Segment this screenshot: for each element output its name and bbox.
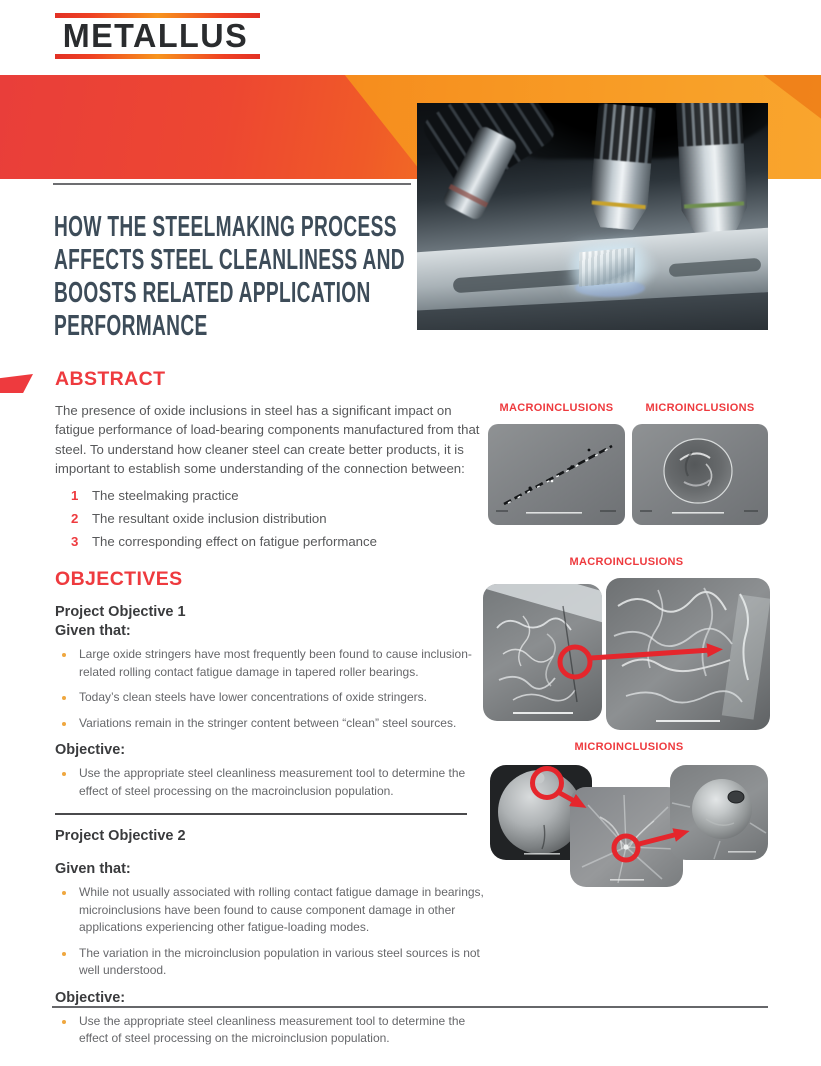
project-objective-1-title: Project Objective 1 — [55, 604, 186, 621]
item-number: 3 — [71, 534, 79, 550]
item-text: The steelmaking practice — [92, 488, 239, 504]
title-line-1: HOW THE STEELMAKING PROCESS — [54, 211, 397, 244]
bullet-item: Use the appropriate steel cleanliness measurement tool to determine the effect of steel processing on the microinclusion population. — [55, 1013, 491, 1048]
bullet-item: While not usually associated with rolling contact fatigue damage in bearings, microinclusions have been found to cause component damage in other applications experiencing other fatigue-loading modes. — [55, 884, 491, 937]
metallus-logo — [55, 13, 260, 59]
microinclusions-label: MICROINCLUSIONS — [645, 402, 755, 414]
bullet-item: Variations remain in the stringer content between “clean” steel sources. — [55, 715, 491, 733]
objectives-heading: OBJECTIVES — [55, 568, 183, 591]
item-text: The corresponding effect on fatigue performance — [92, 534, 377, 550]
text-column — [55, 367, 491, 1056]
numbered-item — [71, 487, 491, 504]
item-text: The resultant oxide inclusion distribution — [92, 511, 327, 527]
macroinclusions-label: MACROINCLUSIONS — [499, 402, 614, 414]
given-list-1 — [55, 646, 491, 732]
fracture-texture-detail — [606, 578, 770, 730]
logo-bar-bottom — [55, 54, 260, 59]
spherical-inclusion-graphic — [670, 765, 768, 860]
objective-label-1: Objective: — [55, 742, 126, 759]
logo-wordmark: METALLUS — [62, 17, 249, 54]
sem-image-fatigue-surface — [570, 787, 683, 887]
given-list-2 — [55, 884, 491, 980]
item-number: 1 — [71, 488, 79, 504]
bullet-item: Today’s clean steels have lower concentrations of oxide stringers. — [55, 689, 491, 707]
footer-rule — [52, 1006, 768, 1008]
sem-image-spherical-inclusion — [670, 765, 768, 860]
title-line-2: AFFECTS STEEL CLEANLINESS AND — [54, 244, 405, 277]
sem-image-fracture-overview — [483, 584, 602, 721]
abstract-paragraph: The presence of oxide inclusions in steel has a significant impact on fatigue performance of load-bearing components manufactured from that steel. To understand how cleaner steel can create better products, it is important to establish some understanding of the connection between: — [55, 403, 480, 476]
project-objective-2-title: Project Objective 2 — [55, 828, 186, 845]
objective-list-1 — [55, 765, 491, 800]
abstract-heading: ABSTRACT — [55, 368, 166, 390]
page-title — [54, 211, 476, 343]
figure-group-inclusions-sem — [488, 402, 770, 526]
numbered-item — [71, 510, 491, 527]
microinclusions-label-2: MICROINCLUSIONS — [574, 741, 684, 753]
bullet-item: Use the appropriate steel cleanliness measurement tool to determine the effect of steel processing on the macroinclusion population. — [55, 765, 491, 800]
abstract-numbered-list — [55, 487, 491, 550]
radial-crack-texture — [570, 787, 683, 887]
item-number: 2 — [71, 511, 79, 527]
bullet-item: The variation in the microinclusion population in various steel sources is not well understood. — [55, 945, 491, 980]
title-top-rule — [53, 183, 411, 185]
objective-list-2 — [55, 1013, 491, 1048]
figure-group-microinclusions — [488, 741, 770, 891]
given-that-label-2: Given that: — [55, 861, 131, 878]
sem-image-fracture-detail — [606, 578, 770, 730]
sem-image-macro-stringer — [488, 424, 625, 525]
stringer-graphic — [488, 424, 625, 525]
section-flag-icon — [0, 374, 33, 393]
macroinclusions-label-2: MACROINCLUSIONS — [569, 556, 684, 568]
section-divider — [55, 813, 467, 815]
figure-group-macroinclusions — [483, 556, 770, 732]
objective-lens-center — [588, 103, 657, 231]
numbered-item — [71, 533, 491, 550]
sem-image-micro-inclusion — [632, 424, 768, 525]
given-that-label-1: Given that: — [55, 623, 131, 640]
bullet-item: Large oxide stringers have most frequently been found to cause inclusion-related rolling contact fatigue damage in tapered roller bearings. — [55, 646, 491, 681]
inclusion-graphic — [632, 424, 768, 525]
fracture-texture — [483, 584, 602, 721]
title-line-4: PERFORMANCE — [54, 310, 208, 343]
objective-label-2: Objective: — [55, 989, 126, 1006]
objective-lens-right — [675, 103, 748, 235]
title-line-3: BOOSTS RELATED APPLICATION — [54, 277, 371, 310]
steel-specimen — [579, 247, 635, 286]
